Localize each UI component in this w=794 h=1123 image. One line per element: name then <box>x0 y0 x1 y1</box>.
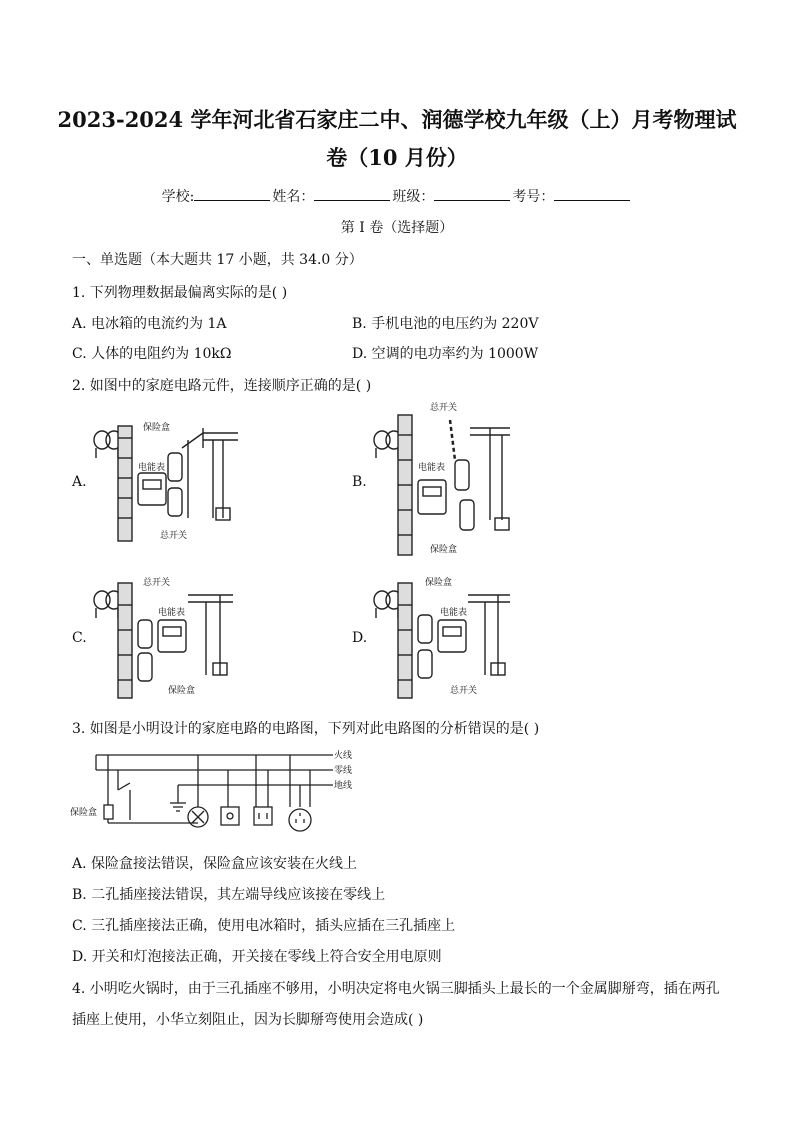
q3-option-c[interactable]: C. 三孔插座接法正确，使用电冰箱时，插头应插在三孔插座上 <box>72 918 456 934</box>
q3-fuse-label: 保险盒 <box>70 808 98 818</box>
q2a-meter-label: 电能表 <box>138 463 166 473</box>
q3-ground-label: 地线 <box>334 781 353 791</box>
q2c-meter-label: 电能表 <box>158 608 186 618</box>
q2-option-c[interactable]: C. <box>72 630 87 646</box>
q2-figure-b <box>370 400 520 560</box>
q3-option-b[interactable]: B. 二孔插座接法错误，其左端导线应该接在零线上 <box>72 887 386 903</box>
q2-option-a[interactable]: A. <box>72 474 87 490</box>
page-title-line1: 2023-2024 学年河北省石家庄二中、润德学校九年级（上）月考物理试 <box>57 107 737 132</box>
q1-option-a[interactable]: A. 电冰箱的电流约为 1A <box>72 316 227 332</box>
name-label: 姓名： <box>272 189 315 205</box>
q3-option-d[interactable]: D. 开关和灯泡接法正确，开关接在零线上符合安全用电原则 <box>72 949 442 965</box>
page-title-line2: 卷（10 月份） <box>326 145 468 170</box>
q2-stem: 2. 如图中的家庭电路元件，连接顺序正确的是( ) <box>72 378 372 394</box>
class-blank[interactable] <box>434 188 510 201</box>
q2a-fuse-label: 保险盒 <box>143 423 171 433</box>
q3-option-a[interactable]: A. 保险盒接法错误，保险盒应该安装在火线上 <box>72 856 358 872</box>
q2-option-d[interactable]: D. <box>352 630 368 646</box>
q2c-fuse-label: 保险盒 <box>168 686 196 696</box>
q2b-switch-label: 总开关 <box>430 403 458 413</box>
q4-stem-line2: 插座上使用，小华立刻阻止，因为长脚掰弯使用会造成( ) <box>72 1012 424 1028</box>
q2c-switch-label: 总开关 <box>143 578 171 588</box>
q3-neutral-label: 零线 <box>334 766 353 776</box>
q2d-fuse-label: 保险盒 <box>425 578 453 588</box>
q2-option-b[interactable]: B. <box>352 474 367 490</box>
class-label: 班级： <box>392 189 435 205</box>
q1-stem: 1. 下列物理数据最偏离实际的是( ) <box>72 285 288 301</box>
q2-figure-d <box>370 575 520 700</box>
q1-option-c[interactable]: C. 人体的电阻约为 10kΩ <box>72 346 232 362</box>
school-blank[interactable] <box>194 188 270 201</box>
school-label: 学校: <box>161 189 195 205</box>
section-heading: 第 I 卷（选择题） <box>340 220 454 236</box>
q2b-fuse-label: 保险盒 <box>430 545 458 555</box>
q3-live-label: 火线 <box>334 751 353 761</box>
number-label: 考号： <box>512 189 555 205</box>
q2d-switch-label: 总开关 <box>450 686 478 696</box>
q2-figure-a <box>88 418 243 543</box>
q1-option-b[interactable]: B. 手机电池的电压约为 220V <box>352 316 539 332</box>
q1-option-d[interactable]: D. 空调的电功率约为 1000W <box>352 346 539 362</box>
q4-stem-line1: 4. 小明吃火锅时，由于三孔插座不够用，小明决定将电火锅三脚插头上最长的一个金属脚掰弯，插在两孔 <box>72 981 720 997</box>
q3-circuit-figure <box>68 745 368 845</box>
q3-stem: 3. 如图是小明设计的家庭电路的电路图，下列对此电路图的分析错误的是( ) <box>72 721 540 737</box>
q2a-switch-label: 总开关 <box>160 531 188 541</box>
q2b-meter-label: 电能表 <box>418 463 446 473</box>
student-info-line <box>0 186 794 206</box>
number-blank[interactable] <box>554 188 630 201</box>
q2d-meter-label: 电能表 <box>440 608 468 618</box>
name-blank[interactable] <box>314 188 390 201</box>
q2-figure-c <box>88 575 243 700</box>
part-heading: 一、单选题（本大题共 17 小题，共 34.0 分） <box>72 252 363 268</box>
